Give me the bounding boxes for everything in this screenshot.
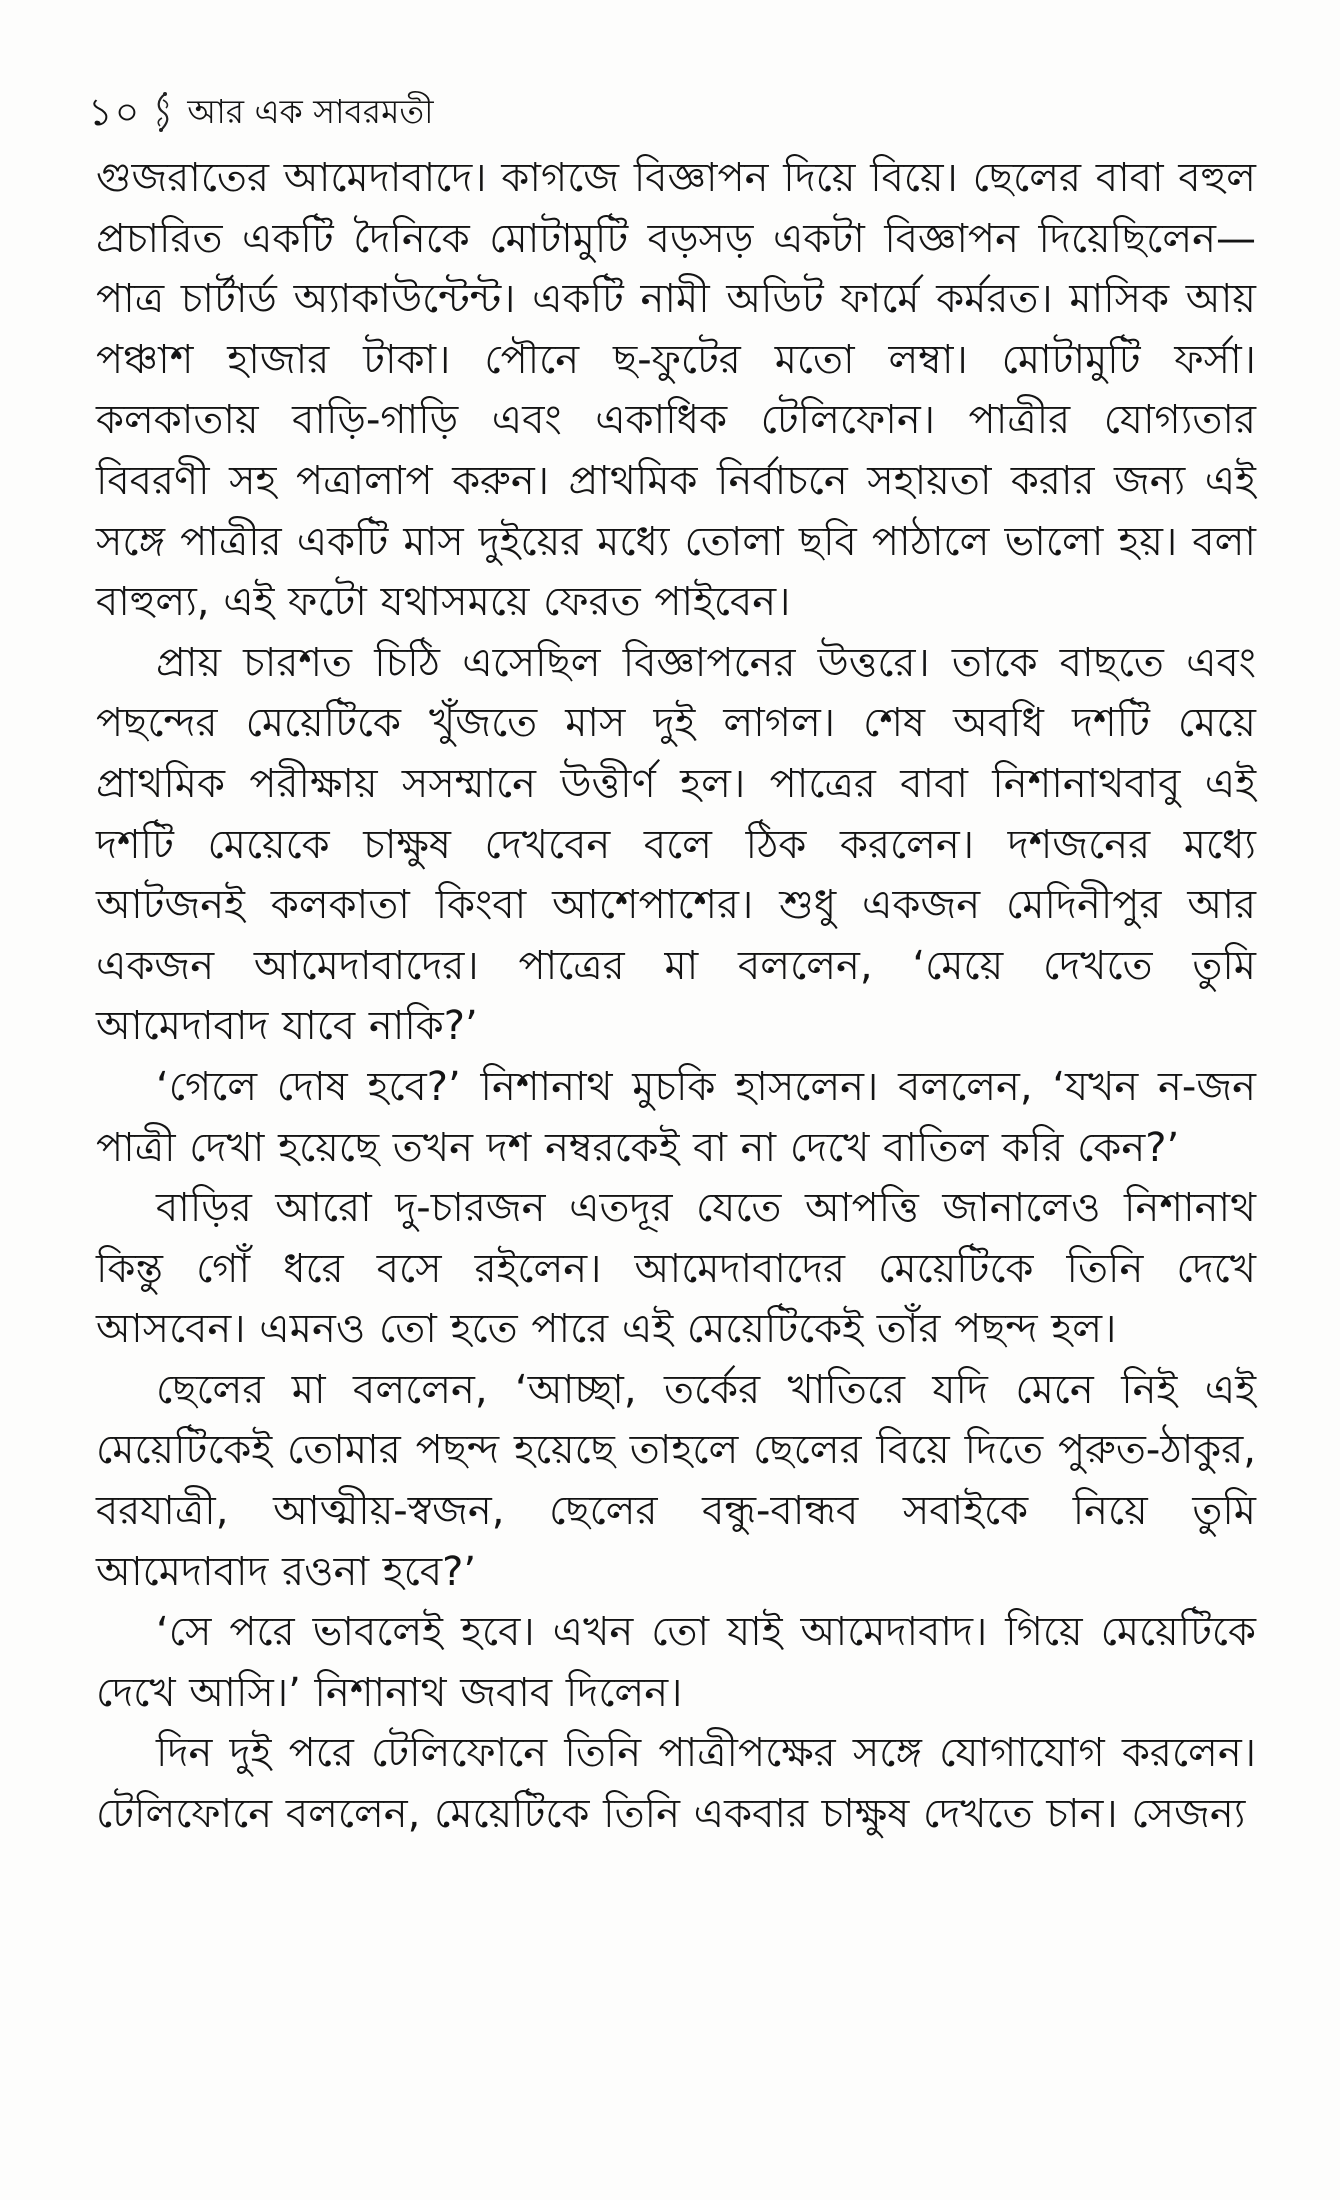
paragraph: দিন দুই পরে টেলিফোনে তিনি পাত্রীপক্ষের সঙ্গে যোগাযোগ করলেন। টেলিফোনে বললেন, মেয়েটিকে তিনি একবার চাক্ষুষ দেখতে চান। সেজন্য xyxy=(96,1730,1256,1838)
paragraph: প্রায় চারশত চিঠি এসেছিল বিজ্ঞাপনের উত্তরে। তাকে বাছতে এবং পছন্দের মেয়েটিকে খুঁজতে মাস দুই লাগল। শেষ অবধি দশটি মেয়ে প্রাথমিক পরীক্ষায় সসম্মানে উত্তীর্ণ হল। পাত্রের বাবা নিশানাথবাবু এই দশটি মেয়েকে চাক্ষুষ দেখবেন বলে ঠিক করলেন। দশজনের মধ্যে আটজনই কলকাতা কিংবা আশেপাশের। শুধু একজন মেদিনীপুর আর একজন আমেদাবাদের। পাত্রের মা বললেন, ‘মেয়ে দেখতে তুমি আমেদাবাদ যাবে নাকি?’ xyxy=(96,639,1256,1050)
paragraph: ‘সে পরে ভাবলেই হবে। এখন তো যাই আমেদাবাদ। গিয়ে মেয়েটিকে দেখে আসি।’ নিশানাথ জবাব দিলেন। xyxy=(96,1609,1256,1716)
paragraph: বাড়ির আরো দু-চারজন এতদূর যেতে আপত্তি জানালেও নিশানাথ কিন্তু গোঁ ধরে বসে রইলেন। আমেদাবাদের মেয়েটিকে তিনি দেখে আসবেন। এমনও তো হতে পারে এই মেয়েটিকেই তাঁর পছন্দ হল। xyxy=(96,1185,1256,1353)
page-number: ১০ xyxy=(88,90,142,134)
book-leaf-ornament-icon xyxy=(151,90,177,134)
paragraph: ছেলের মা বললেন, ‘আচ্ছা, তর্কের খাতিরে যদি মেনে নিই এই মেয়েটিকেই তোমার পছন্দ হয়েছে তাহলে ছেলের বিয়ে দিতে পুরুত-ঠাকুর, বরযাত্রী, আত্মীয়-স্বজন, ছেলের বন্ধু-বান্ধব সবাইকে নিয়ে তুমি আমেদাবাদ রওনা হবে?’ xyxy=(96,1366,1256,1595)
paragraph: ‘গেলে দোষ হবে?’ নিশানাথ মুচকি হাসলেন। বললেন, ‘যখন ন-জন পাত্রী দেখা হয়েছে তখন দশ নম্বরকেই বা না দেখে বাতিল করি কেন?’ xyxy=(96,1063,1256,1171)
page-header xyxy=(88,84,434,140)
body-text xyxy=(96,148,1256,1845)
book-title: আর এক সাবরমতী xyxy=(187,92,434,131)
paragraph: গুজরাতের আমেদাবাদে। কাগজে বিজ্ঞাপন দিয়ে বিয়ে। ছেলের বাবা বহুল প্রচারিত একটি দৈনিকে মোটামুটি বড়সড় একটা বিজ্ঞাপন দিয়েছিলেন—পাত্র চার্টার্ড অ্যাকাউন্টেন্ট। একটি নামী অডিট ফার্মে কর্মরত। মাসিক আয় পঞ্চাশ হাজার টাকা। পৌনে ছ-ফুটের মতো লম্বা। মোটামুটি ফর্সা। কলকাতায় বাড়ি-গাড়ি এবং একাধিক টেলিফোন। পাত্রীর যোগ্যতার বিবরণী সহ পত্রালাপ করুন। প্রাথমিক নির্বাচনে সহায়তা করার জন্য এই সঙ্গে পাত্রীর একটি মাস দুইয়ের মধ্যে তোলা ছবি পাঠালে ভালো হয়। বলা বাহুল্য, এই ফটো যথাসময়ে ফেরত পাইবেন। xyxy=(96,155,1256,626)
